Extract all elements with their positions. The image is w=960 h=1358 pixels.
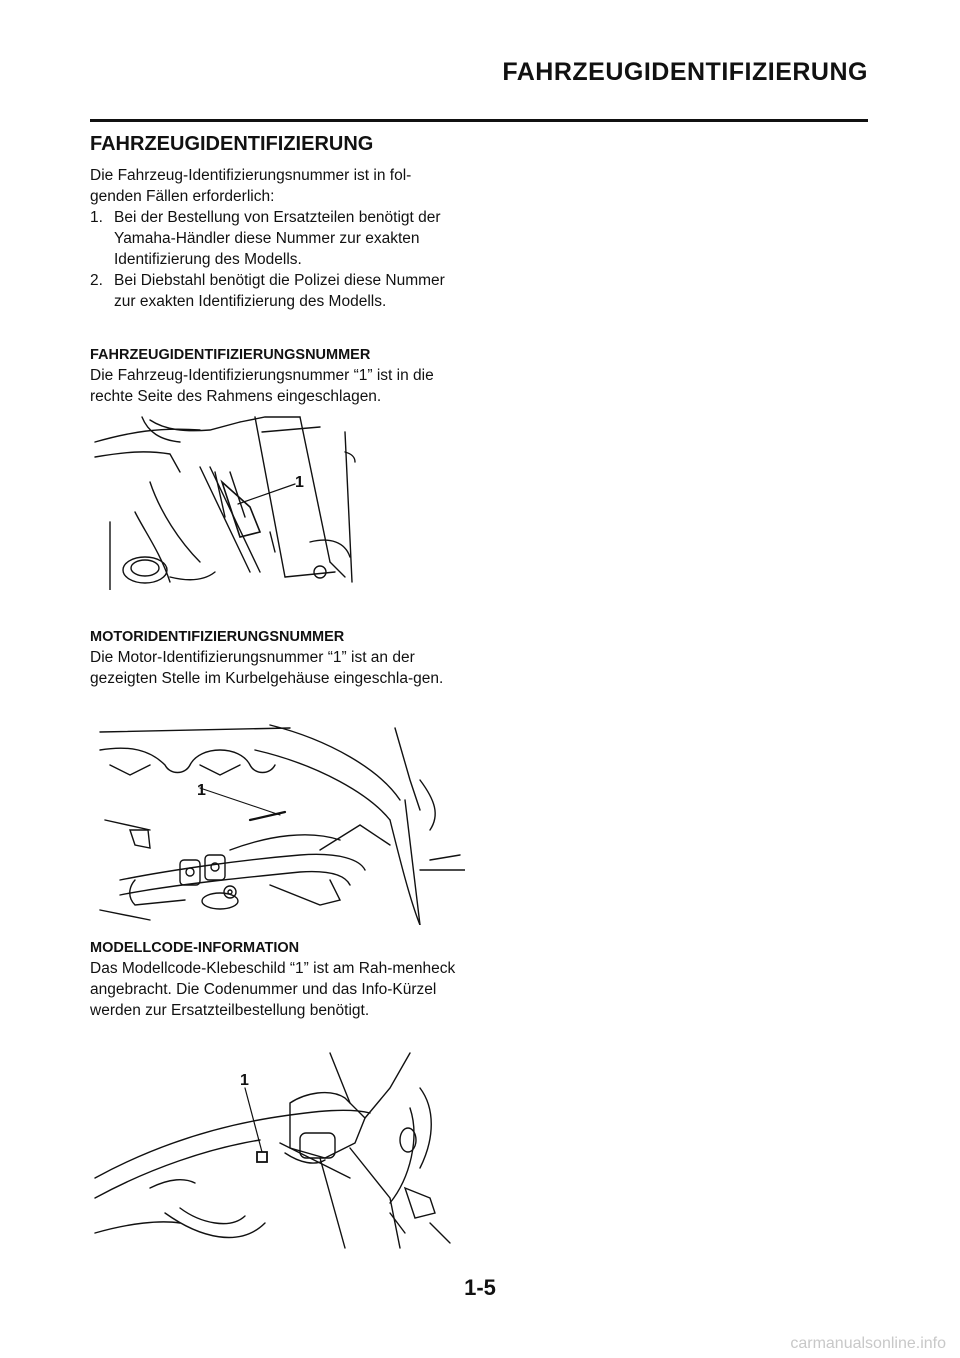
vin-callout-label: 1 (295, 474, 304, 491)
intro-paragraph (90, 165, 470, 207)
engine-block (90, 627, 470, 689)
section-heading: FAHRZEUGIDENTIFIZIERUNG (90, 133, 374, 155)
reasons-list (90, 207, 470, 312)
vin-text: Die Fahrzeug-Identifizierungsnummer “1” ist in die rechte Seite des Rahmens eingeschlagen. (90, 367, 434, 405)
list-item (90, 207, 470, 270)
engine-callout-label: 1 (197, 782, 206, 799)
intro-block (90, 165, 470, 312)
vin-block (90, 345, 470, 407)
model-text: Das Modellcode-Klebeschild “1” ist am Rah-menheck angebracht. Die Codenummer und das Info-Kürzel werden zur Ersatzteilbestellung benötigt. (90, 960, 456, 1019)
list-item-number: 1. (90, 209, 103, 226)
footer-url: carmanualsonline.info (790, 1335, 946, 1352)
page-number: 1-5 (464, 1275, 496, 1300)
model-heading: MODELLCODE-INFORMATION (90, 940, 300, 956)
header-rule (90, 119, 868, 122)
model-block (90, 938, 470, 1021)
model-callout-label: 1 (240, 1072, 249, 1089)
list-item (90, 270, 470, 312)
vin-illustration (90, 412, 365, 590)
vin-heading: FAHRZEUGIDENTIFIZIERUNGSNUMMER (90, 347, 371, 363)
engine-illustration (90, 720, 465, 925)
intro-line-2: genden Fällen erforderlich: (90, 188, 275, 205)
intro-line-1: Die Fahrzeug-Identifizierungsnummer ist in fol- (90, 167, 412, 184)
page-header-title: FAHRZEUGIDENTIFIZIERUNG (502, 58, 868, 86)
engine-text: Die Motor-Identifizierungsnummer “1” ist an der gezeigten Stelle im Kurbelgehäuse eingeschla-gen. (90, 649, 444, 687)
model-code-illustration (90, 1048, 460, 1253)
engine-heading: MOTORIDENTIFIZIERUNGSNUMMER (90, 629, 345, 645)
list-item-number: 2. (90, 272, 103, 289)
list-item-text: Bei Diebstahl benötigt die Polizei diese Nummer zur exakten Identifizierung des Modells. (114, 272, 445, 310)
list-item-text: Bei der Bestellung von Ersatzteilen benötigt der Yamaha-Händler diese Nummer zur exakten Identifizierung des Modells. (114, 209, 441, 268)
